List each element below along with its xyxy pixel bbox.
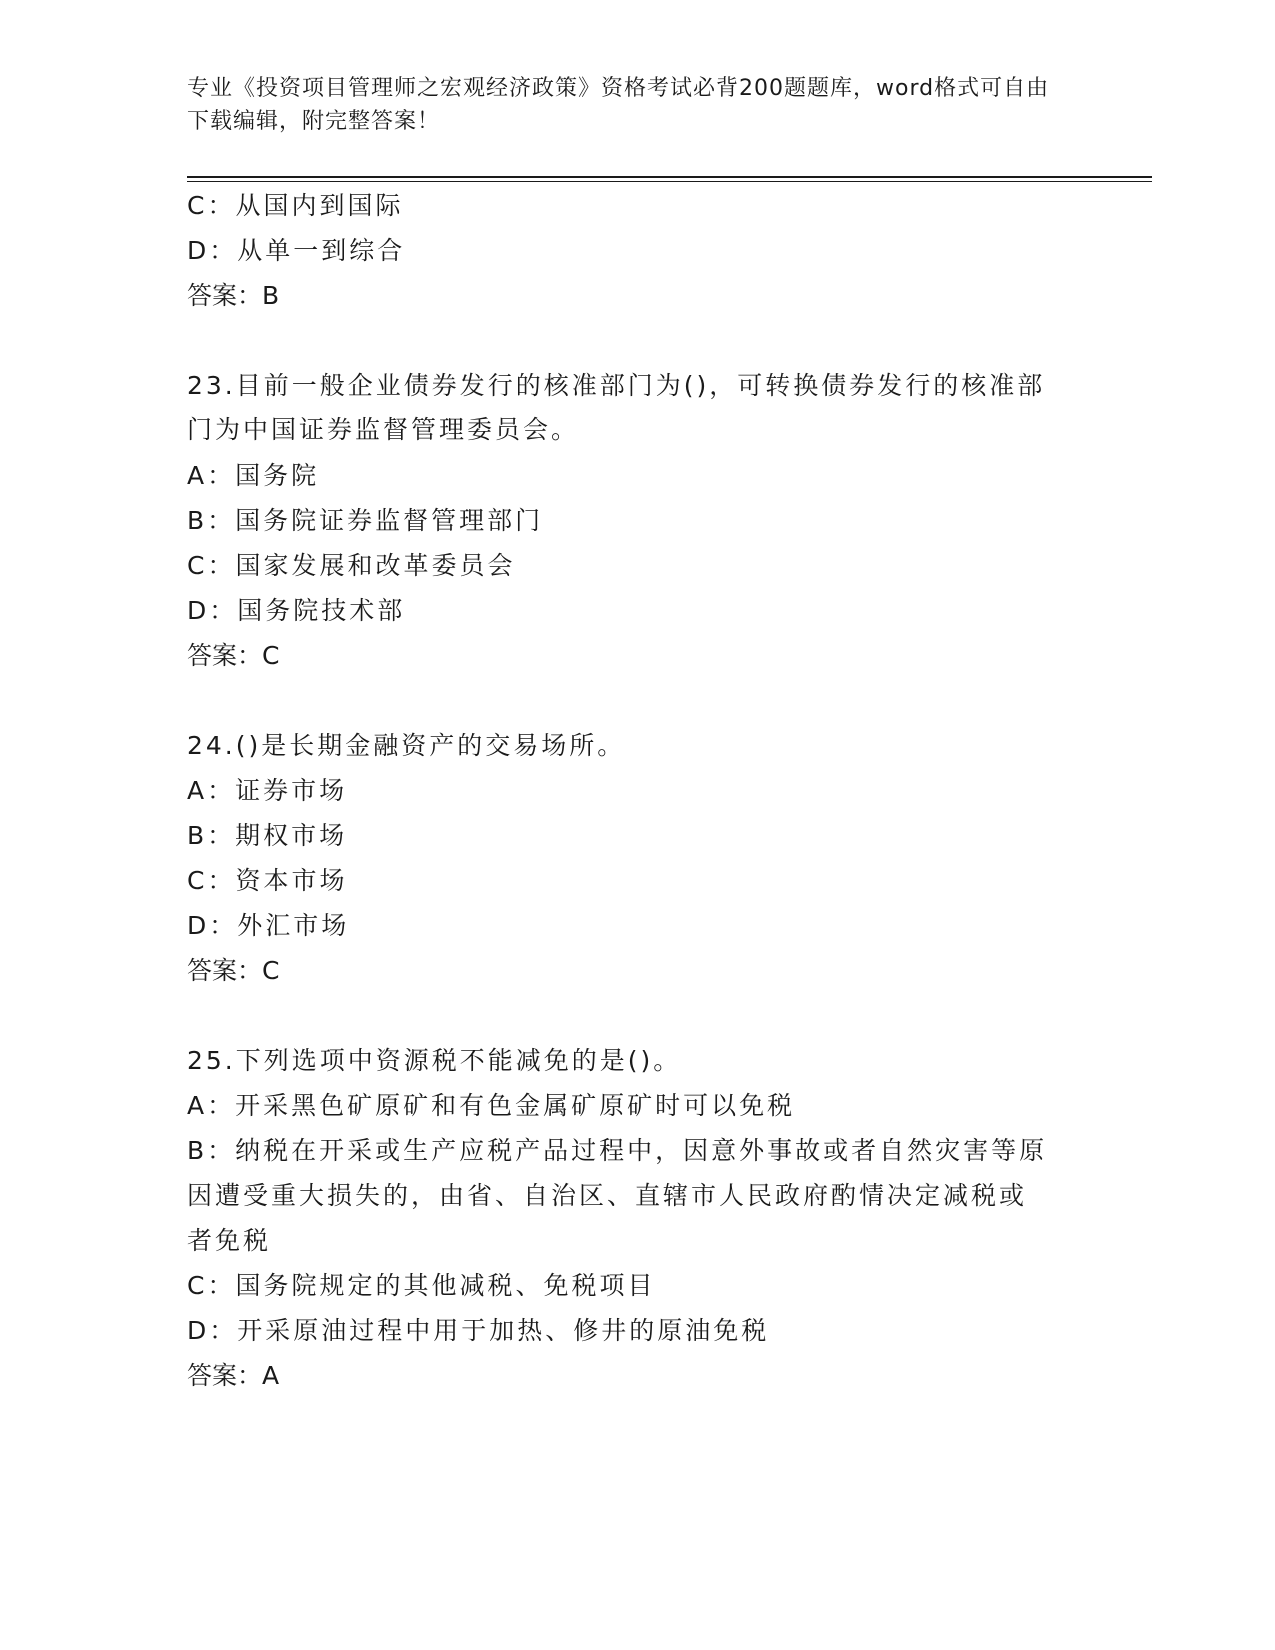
q25-option-c: C：国务院规定的其他减税、免税项目 — [187, 1271, 656, 1300]
q24-option-a: A：证券市场 — [187, 776, 348, 805]
q24-option-d: D：外汇市场 — [187, 911, 350, 940]
prev-answer: 答案：B — [187, 281, 280, 310]
q23-stem-line2: 门为中国证券监督管理委员会。 — [187, 415, 580, 444]
q23-stem-line1: 23.目前一般企业债券发行的核准部门为()，可转换债券发行的核准部 — [187, 371, 1046, 400]
q24-stem: 24.()是长期金融资产的交易场所。 — [187, 731, 626, 760]
prev-option-c: C：从国内到国际 — [187, 191, 404, 220]
q23-option-b: B：国务院证券监督管理部门 — [187, 506, 544, 535]
header-rule-thin — [187, 181, 1152, 182]
q25-option-a: A：开采黑色矿原矿和有色金属矿原矿时可以免税 — [187, 1091, 796, 1120]
q24-option-b: B：期权市场 — [187, 821, 348, 850]
q25-option-b-line2: 因遭受重大损失的，由省、自治区、直辖市人民政府酌情决定减税或 — [187, 1181, 1028, 1210]
q25-option-b-line3: 者免税 — [187, 1226, 272, 1255]
q23-option-c: C：国家发展和改革委员会 — [187, 551, 516, 580]
q24-answer: 答案：C — [187, 956, 280, 985]
header-rule-thick — [187, 176, 1152, 178]
q25-answer: 答案：A — [187, 1361, 280, 1390]
prev-option-d: D：从单一到综合 — [187, 236, 406, 265]
page-header: 专业《投资项目管理师之宏观经济政策》资格考试必背200题题库，word格式可自由下载编辑，附完整答案！ — [187, 76, 1050, 134]
q23-answer: 答案：C — [187, 641, 280, 670]
q23-option-d: D：国务院技术部 — [187, 596, 406, 625]
q25-option-d: D：开采原油过程中用于加热、修井的原油免税 — [187, 1316, 770, 1345]
q25-option-b-line1: B：纳税在开采或生产应税产品过程中，因意外事故或者自然灾害等原 — [187, 1136, 1048, 1165]
q23-option-a: A：国务院 — [187, 461, 320, 490]
q25-stem: 25.下列选项中资源税不能减免的是()。 — [187, 1046, 682, 1075]
q24-option-c: C：资本市场 — [187, 866, 348, 895]
